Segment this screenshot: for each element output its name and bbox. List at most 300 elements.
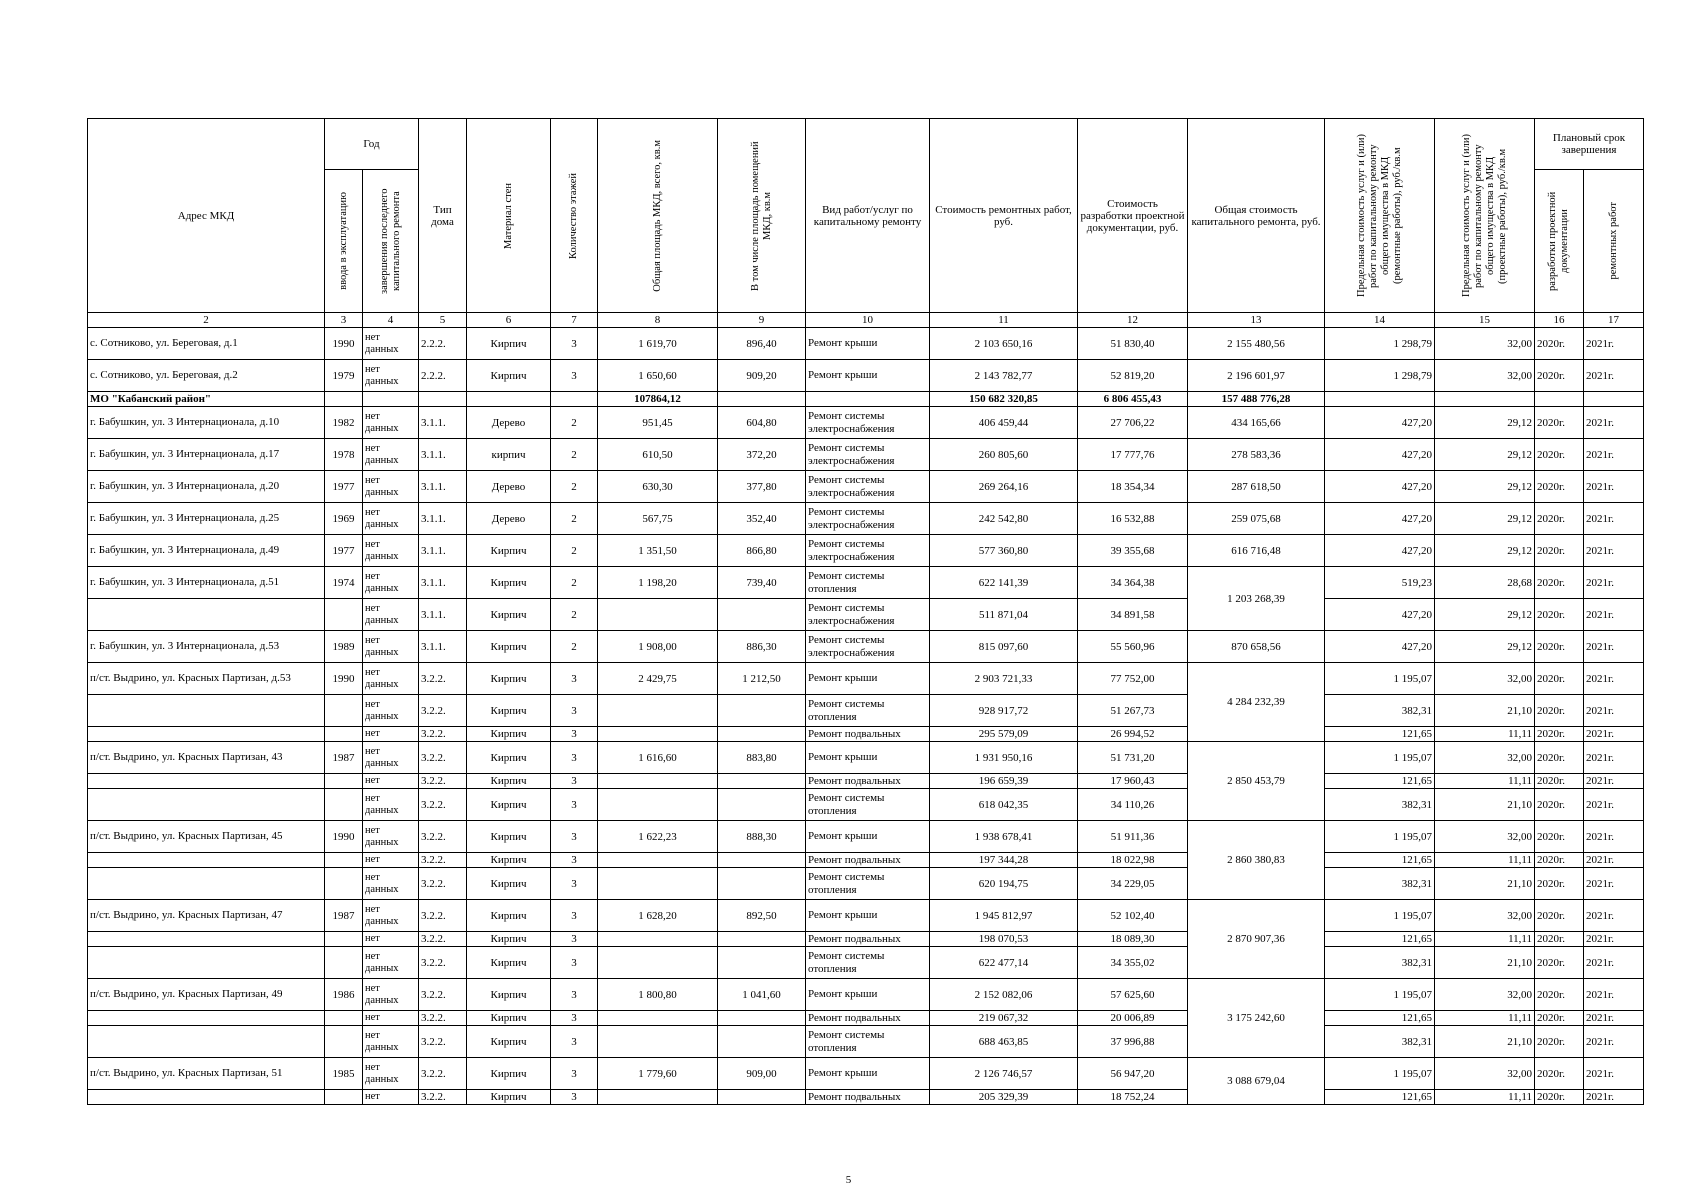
cell-year-entry [325, 853, 363, 868]
cell-limit-repair [1325, 392, 1435, 407]
cell-address: г. Бабушкин, ул. 3 Интернационала, д.49 [88, 535, 325, 567]
table-row [88, 979, 1644, 1011]
cell-year-repair: нет данных [363, 663, 419, 695]
cell-wall-material: Кирпич [467, 979, 551, 1011]
cell-design-cost: 18 354,34 [1078, 471, 1188, 503]
cell-floors: 3 [551, 360, 598, 392]
cell-floors: 3 [551, 774, 598, 789]
cell-design-cost: 34 355,02 [1078, 947, 1188, 979]
cell-planned-repair: 2021г. [1584, 360, 1644, 392]
cell-year-entry [325, 774, 363, 789]
cell-planned-repair: 2021г. [1584, 631, 1644, 663]
cell-total-area: 567,75 [598, 503, 718, 535]
cell-limit-repair: 1 298,79 [1325, 328, 1435, 360]
cell-total-area: 1 908,00 [598, 631, 718, 663]
cell-design-cost: 20 006,89 [1078, 1011, 1188, 1026]
cell-design-cost: 77 752,00 [1078, 663, 1188, 695]
document-table-container [87, 118, 1643, 1105]
table-row [88, 407, 1644, 439]
header-address: Адрес МКД [88, 119, 325, 313]
cell-premises-area: 896,40 [718, 328, 806, 360]
cell-premises-area: 888,30 [718, 821, 806, 853]
cell-total-cost: 2 196 601,97 [1188, 360, 1325, 392]
table-row [88, 1011, 1644, 1026]
cell-year-entry [325, 789, 363, 821]
cell-floors: 3 [551, 868, 598, 900]
cell-planned-design: 2020г. [1535, 1090, 1584, 1105]
cell-total-cost: 4 284 232,39 [1188, 663, 1325, 742]
cell-year-repair: нет [363, 1090, 419, 1105]
column-number: 17 [1584, 313, 1644, 328]
cell-repair-cost: 295 579,09 [930, 727, 1078, 742]
cell-total-area [598, 727, 718, 742]
cell-planned-repair: 2021г. [1584, 932, 1644, 947]
cell-premises-area: 866,80 [718, 535, 806, 567]
table-row [88, 1026, 1644, 1058]
cell-year-entry: 1977 [325, 471, 363, 503]
cell-year-entry [325, 695, 363, 727]
cell-year-repair: нет данных [363, 695, 419, 727]
cell-premises-area [718, 695, 806, 727]
cell-work-type: Ремонт системы отопления [806, 789, 930, 821]
cell-planned-repair: 2021г. [1584, 1058, 1644, 1090]
cell-repair-cost: 242 542,80 [930, 503, 1078, 535]
cell-design-cost: 34 229,05 [1078, 868, 1188, 900]
cell-year-entry [325, 868, 363, 900]
cell-address: г. Бабушкин, ул. 3 Интернационала, д.25 [88, 503, 325, 535]
cell-total-area [598, 599, 718, 631]
cell-limit-design: 21,10 [1435, 695, 1535, 727]
cell-planned-repair: 2021г. [1584, 567, 1644, 599]
column-number: 12 [1078, 313, 1188, 328]
cell-year-repair: нет данных [363, 360, 419, 392]
cell-year-repair: нет [363, 1011, 419, 1026]
cell-premises-area [718, 774, 806, 789]
header-design-cost: Стоимость разработки проектной документации, руб. [1078, 119, 1188, 313]
table-row [88, 631, 1644, 663]
cell-address: п/ст. Выдрино, ул. Красных Партизан, д.53 [88, 663, 325, 695]
cell-work-type: Ремонт системы отопления [806, 947, 930, 979]
cell-planned-repair [1584, 392, 1644, 407]
cell-design-cost: 18 022,98 [1078, 853, 1188, 868]
table-row [88, 868, 1644, 900]
cell-total-area [598, 695, 718, 727]
cell-wall-material: Кирпич [467, 599, 551, 631]
cell-work-type: Ремонт системы отопления [806, 567, 930, 599]
cell-repair-cost: 511 871,04 [930, 599, 1078, 631]
cell-total-area: 1 800,80 [598, 979, 718, 1011]
cell-work-type: Ремонт крыши [806, 360, 930, 392]
cell-wall-material: Кирпич [467, 631, 551, 663]
cell-work-type: Ремонт системы электроснабжения [806, 599, 930, 631]
cell-year-entry: 1977 [325, 535, 363, 567]
cell-total-cost: 434 165,66 [1188, 407, 1325, 439]
header-total-area: Общая площадь МКД, всего, кв.м [598, 119, 718, 313]
cell-premises-area [718, 1090, 806, 1105]
cell-total-cost: 157 488 776,28 [1188, 392, 1325, 407]
cell-planned-design: 2020г. [1535, 631, 1584, 663]
cell-limit-design: 11,11 [1435, 932, 1535, 947]
header-planned-design: разработки проектной документации [1535, 170, 1584, 313]
cell-house-type: 3.1.1. [419, 535, 467, 567]
cell-limit-repair: 121,65 [1325, 1090, 1435, 1105]
cell-year-repair: нет данных [363, 439, 419, 471]
cell-design-cost: 55 560,96 [1078, 631, 1188, 663]
cell-address: с. Сотниково, ул. Береговая, д.1 [88, 328, 325, 360]
cell-planned-repair: 2021г. [1584, 535, 1644, 567]
header-limit-design: Предельная стоимость услуг и (или) работ по капитальному ремонту общего имущества в МКД (проектные работы), руб./кв.м [1435, 119, 1535, 313]
cell-total-cost: 870 658,56 [1188, 631, 1325, 663]
cell-year-repair: нет данных [363, 535, 419, 567]
cell-repair-cost: 928 917,72 [930, 695, 1078, 727]
cell-address [88, 727, 325, 742]
cell-limit-repair: 1 195,07 [1325, 979, 1435, 1011]
cell-year-repair: нет данных [363, 407, 419, 439]
cell-total-area: 2 429,75 [598, 663, 718, 695]
cell-limit-design: 32,00 [1435, 900, 1535, 932]
cell-limit-repair: 382,31 [1325, 868, 1435, 900]
cell-design-cost: 51 830,40 [1078, 328, 1188, 360]
cell-limit-repair: 382,31 [1325, 1026, 1435, 1058]
cell-work-type: Ремонт подвальных [806, 932, 930, 947]
cell-wall-material: Кирпич [467, 328, 551, 360]
table-row [88, 774, 1644, 789]
cell-house-type: 3.1.1. [419, 631, 467, 663]
cell-total-area [598, 1090, 718, 1105]
cell-premises-area: 372,20 [718, 439, 806, 471]
cell-limit-repair: 382,31 [1325, 695, 1435, 727]
cell-house-type: 3.1.1. [419, 599, 467, 631]
cell-design-cost: 52 102,40 [1078, 900, 1188, 932]
cell-repair-cost: 1 938 678,41 [930, 821, 1078, 853]
cell-year-entry: 1990 [325, 328, 363, 360]
cell-limit-design: 29,12 [1435, 503, 1535, 535]
cell-house-type: 2.2.2. [419, 360, 467, 392]
cell-house-type: 3.2.2. [419, 727, 467, 742]
cell-wall-material: Кирпич [467, 1058, 551, 1090]
capital-repair-table [87, 118, 1644, 1105]
cell-premises-area: 739,40 [718, 567, 806, 599]
cell-limit-design: 32,00 [1435, 742, 1535, 774]
cell-repair-cost: 2 152 082,06 [930, 979, 1078, 1011]
cell-wall-material: Кирпич [467, 789, 551, 821]
cell-limit-repair: 1 195,07 [1325, 900, 1435, 932]
table-row [88, 439, 1644, 471]
cell-year-entry: 1974 [325, 567, 363, 599]
cell-total-area [598, 789, 718, 821]
cell-floors: 2 [551, 407, 598, 439]
header-year-repair: завершения последнего капитального ремонта [363, 170, 419, 313]
cell-planned-repair: 2021г. [1584, 789, 1644, 821]
cell-planned-design [1535, 392, 1584, 407]
cell-limit-design: 21,10 [1435, 789, 1535, 821]
cell-limit-design: 21,10 [1435, 1026, 1535, 1058]
cell-planned-repair: 2021г. [1584, 900, 1644, 932]
cell-work-type: Ремонт подвальных [806, 853, 930, 868]
cell-premises-area: 909,00 [718, 1058, 806, 1090]
cell-floors: 3 [551, 1058, 598, 1090]
cell-house-type: 3.1.1. [419, 407, 467, 439]
cell-work-type: Ремонт крыши [806, 979, 930, 1011]
cell-house-type: 3.2.2. [419, 1011, 467, 1026]
cell-house-type: 3.2.2. [419, 821, 467, 853]
cell-planned-repair: 2021г. [1584, 328, 1644, 360]
column-number: 6 [467, 313, 551, 328]
cell-premises-area: 1 212,50 [718, 663, 806, 695]
cell-planned-repair: 2021г. [1584, 663, 1644, 695]
cell-design-cost: 34 110,26 [1078, 789, 1188, 821]
cell-wall-material: Кирпич [467, 742, 551, 774]
cell-house-type: 3.1.1. [419, 439, 467, 471]
column-number: 7 [551, 313, 598, 328]
cell-planned-design: 2020г. [1535, 360, 1584, 392]
cell-total-cost: 2 155 480,56 [1188, 328, 1325, 360]
cell-house-type: 3.2.2. [419, 868, 467, 900]
cell-planned-design: 2020г. [1535, 727, 1584, 742]
cell-premises-area: 886,30 [718, 631, 806, 663]
cell-premises-area: 892,50 [718, 900, 806, 932]
cell-repair-cost: 815 097,60 [930, 631, 1078, 663]
header-total-cost: Общая стоимость капитального ремонта, руб. [1188, 119, 1325, 313]
cell-floors: 2 [551, 631, 598, 663]
cell-planned-repair: 2021г. [1584, 599, 1644, 631]
cell-year-repair: нет данных [363, 947, 419, 979]
cell-wall-material: Кирпич [467, 727, 551, 742]
cell-limit-design: 11,11 [1435, 1090, 1535, 1105]
cell-limit-design: 11,11 [1435, 853, 1535, 868]
cell-year-entry: 1990 [325, 821, 363, 853]
cell-design-cost: 26 994,52 [1078, 727, 1188, 742]
municipality-name: МО "Кабанский район" [88, 392, 325, 407]
cell-total-cost: 287 618,50 [1188, 471, 1325, 503]
cell-address: г. Бабушкин, ул. 3 Интернационала, д.10 [88, 407, 325, 439]
cell-limit-design: 29,12 [1435, 631, 1535, 663]
cell-house-type: 3.2.2. [419, 853, 467, 868]
cell-limit-design: 32,00 [1435, 821, 1535, 853]
cell-year-repair: нет данных [363, 742, 419, 774]
cell-year-entry: 1989 [325, 631, 363, 663]
cell-total-area: 951,45 [598, 407, 718, 439]
header-floors: Количество этажей [551, 119, 598, 313]
cell-floors: 3 [551, 947, 598, 979]
cell-floors: 3 [551, 900, 598, 932]
cell-design-cost: 17 777,76 [1078, 439, 1188, 471]
cell-wall-material: Кирпич [467, 774, 551, 789]
cell-total-area: 1 779,60 [598, 1058, 718, 1090]
cell-planned-design: 2020г. [1535, 1026, 1584, 1058]
cell-year-repair: нет данных [363, 1026, 419, 1058]
cell-house-type: 3.2.2. [419, 663, 467, 695]
header-house-type: Тип дома [419, 119, 467, 313]
cell-year-entry [325, 932, 363, 947]
cell-planned-design: 2020г. [1535, 868, 1584, 900]
cell-wall-material: Кирпич [467, 932, 551, 947]
cell-planned-design: 2020г. [1535, 979, 1584, 1011]
cell-limit-design: 29,12 [1435, 439, 1535, 471]
cell-planned-repair: 2021г. [1584, 821, 1644, 853]
cell-house-type: 3.2.2. [419, 742, 467, 774]
header-year: Год [325, 119, 419, 170]
table-row [88, 328, 1644, 360]
cell-planned-design: 2020г. [1535, 789, 1584, 821]
cell-house-type: 3.2.2. [419, 1090, 467, 1105]
table-row [88, 599, 1644, 631]
cell-planned-design: 2020г. [1535, 742, 1584, 774]
cell-limit-repair: 121,65 [1325, 853, 1435, 868]
cell-design-cost: 34 364,38 [1078, 567, 1188, 599]
cell-total-area: 610,50 [598, 439, 718, 471]
cell-total-cost: 259 075,68 [1188, 503, 1325, 535]
cell-floors: 3 [551, 789, 598, 821]
cell-floors: 2 [551, 567, 598, 599]
cell-planned-design: 2020г. [1535, 439, 1584, 471]
cell-wall-material: Дерево [467, 471, 551, 503]
cell-address [88, 1090, 325, 1105]
cell-premises-area [718, 1026, 806, 1058]
cell-wall-material: Кирпич [467, 868, 551, 900]
cell-limit-design: 28,68 [1435, 567, 1535, 599]
cell-house-type: 3.2.2. [419, 789, 467, 821]
cell-work-type: Ремонт крыши [806, 900, 930, 932]
cell-planned-design: 2020г. [1535, 663, 1584, 695]
cell-planned-design: 2020г. [1535, 567, 1584, 599]
cell-work-type: Ремонт системы электроснабжения [806, 439, 930, 471]
cell-year-entry [325, 727, 363, 742]
cell-planned-design: 2020г. [1535, 1058, 1584, 1090]
cell-house-type: 2.2.2. [419, 328, 467, 360]
cell-planned-repair: 2021г. [1584, 774, 1644, 789]
cell-total-cost: 2 860 380,83 [1188, 821, 1325, 900]
cell-repair-cost: 196 659,39 [930, 774, 1078, 789]
cell-planned-design: 2020г. [1535, 932, 1584, 947]
table-row [88, 567, 1644, 599]
cell-year-entry: 1987 [325, 900, 363, 932]
cell-design-cost: 34 891,58 [1078, 599, 1188, 631]
cell-year-repair: нет данных [363, 900, 419, 932]
table-row [88, 1058, 1644, 1090]
cell-wall-material: Дерево [467, 503, 551, 535]
cell-year-repair: нет данных [363, 599, 419, 631]
cell-year-repair: нет данных [363, 821, 419, 853]
cell-total-area [598, 853, 718, 868]
header-planned-repair: ремонтных работ [1584, 170, 1644, 313]
cell-work-type: Ремонт системы электроснабжения [806, 631, 930, 663]
cell-limit-design: 32,00 [1435, 360, 1535, 392]
cell-limit-design: 21,10 [1435, 947, 1535, 979]
cell-address [88, 853, 325, 868]
cell-work-type: Ремонт подвальных [806, 1011, 930, 1026]
cell-planned-design: 2020г. [1535, 471, 1584, 503]
cell-design-cost: 17 960,43 [1078, 774, 1188, 789]
cell-limit-design: 32,00 [1435, 979, 1535, 1011]
cell-year-entry [325, 1090, 363, 1105]
cell-total-area: 630,30 [598, 471, 718, 503]
cell-work-type: Ремонт системы электроснабжения [806, 535, 930, 567]
cell-floors: 3 [551, 853, 598, 868]
cell-house-type: 3.1.1. [419, 471, 467, 503]
cell-limit-design: 29,12 [1435, 471, 1535, 503]
cell-total-area [598, 1011, 718, 1026]
cell-address [88, 868, 325, 900]
column-number: 16 [1535, 313, 1584, 328]
cell-repair-cost: 622 477,14 [930, 947, 1078, 979]
cell-limit-design: 11,11 [1435, 1011, 1535, 1026]
cell-floors: 3 [551, 1011, 598, 1026]
cell-repair-cost: 622 141,39 [930, 567, 1078, 599]
cell-planned-repair: 2021г. [1584, 503, 1644, 535]
cell-floors: 3 [551, 979, 598, 1011]
cell-limit-repair: 519,23 [1325, 567, 1435, 599]
cell-house-type: 3.1.1. [419, 503, 467, 535]
cell-wall-material: кирпич [467, 439, 551, 471]
cell-planned-repair: 2021г. [1584, 979, 1644, 1011]
cell-total-area: 107864,12 [598, 392, 718, 407]
cell-total-area [598, 1026, 718, 1058]
cell-repair-cost: 269 264,16 [930, 471, 1078, 503]
cell-address [88, 932, 325, 947]
cell-year-entry [325, 1026, 363, 1058]
column-number: 10 [806, 313, 930, 328]
table-row [88, 742, 1644, 774]
municipality-total-row [88, 392, 1644, 407]
cell-design-cost: 51 267,73 [1078, 695, 1188, 727]
column-number: 8 [598, 313, 718, 328]
cell-planned-design: 2020г. [1535, 535, 1584, 567]
cell-address [88, 947, 325, 979]
cell-year-repair: нет данных [363, 328, 419, 360]
table-row [88, 853, 1644, 868]
cell-year-repair: нет данных [363, 979, 419, 1011]
cell-repair-cost: 150 682 320,85 [930, 392, 1078, 407]
cell-work-type: Ремонт крыши [806, 742, 930, 774]
header-premises-area: В том числе площадь помещений МКД, кв.м [718, 119, 806, 313]
cell-year-repair: нет данных [363, 868, 419, 900]
column-number: 15 [1435, 313, 1535, 328]
cell-limit-repair: 427,20 [1325, 503, 1435, 535]
table-row [88, 789, 1644, 821]
page-number: 5 [845, 1174, 852, 1186]
cell-work-type: Ремонт системы отопления [806, 1026, 930, 1058]
cell-total-area: 1 628,20 [598, 900, 718, 932]
cell-premises-area: 352,40 [718, 503, 806, 535]
cell-year-repair: нет [363, 727, 419, 742]
cell-limit-repair: 427,20 [1325, 599, 1435, 631]
table-row [88, 471, 1644, 503]
cell-design-cost: 27 706,22 [1078, 407, 1188, 439]
cell-limit-design: 29,12 [1435, 407, 1535, 439]
table-row [88, 1090, 1644, 1105]
cell-year-repair: нет данных [363, 789, 419, 821]
cell-floors: 3 [551, 1090, 598, 1105]
table-row [88, 695, 1644, 727]
cell-total-cost: 1 203 268,39 [1188, 567, 1325, 631]
cell-year-repair: нет данных [363, 631, 419, 663]
cell-house-type: 3.2.2. [419, 947, 467, 979]
cell-planned-design: 2020г. [1535, 695, 1584, 727]
cell-floors: 3 [551, 1026, 598, 1058]
cell-repair-cost: 1 945 812,97 [930, 900, 1078, 932]
cell-repair-cost: 2 143 782,77 [930, 360, 1078, 392]
cell-limit-repair: 1 195,07 [1325, 1058, 1435, 1090]
cell-limit-repair: 1 195,07 [1325, 742, 1435, 774]
cell-wall-material: Кирпич [467, 535, 551, 567]
cell-planned-repair: 2021г. [1584, 947, 1644, 979]
cell-total-cost: 3 088 679,04 [1188, 1058, 1325, 1105]
cell-planned-design: 2020г. [1535, 599, 1584, 631]
cell-limit-repair: 121,65 [1325, 774, 1435, 789]
cell-planned-repair: 2021г. [1584, 471, 1644, 503]
cell-work-type: Ремонт подвальных [806, 727, 930, 742]
